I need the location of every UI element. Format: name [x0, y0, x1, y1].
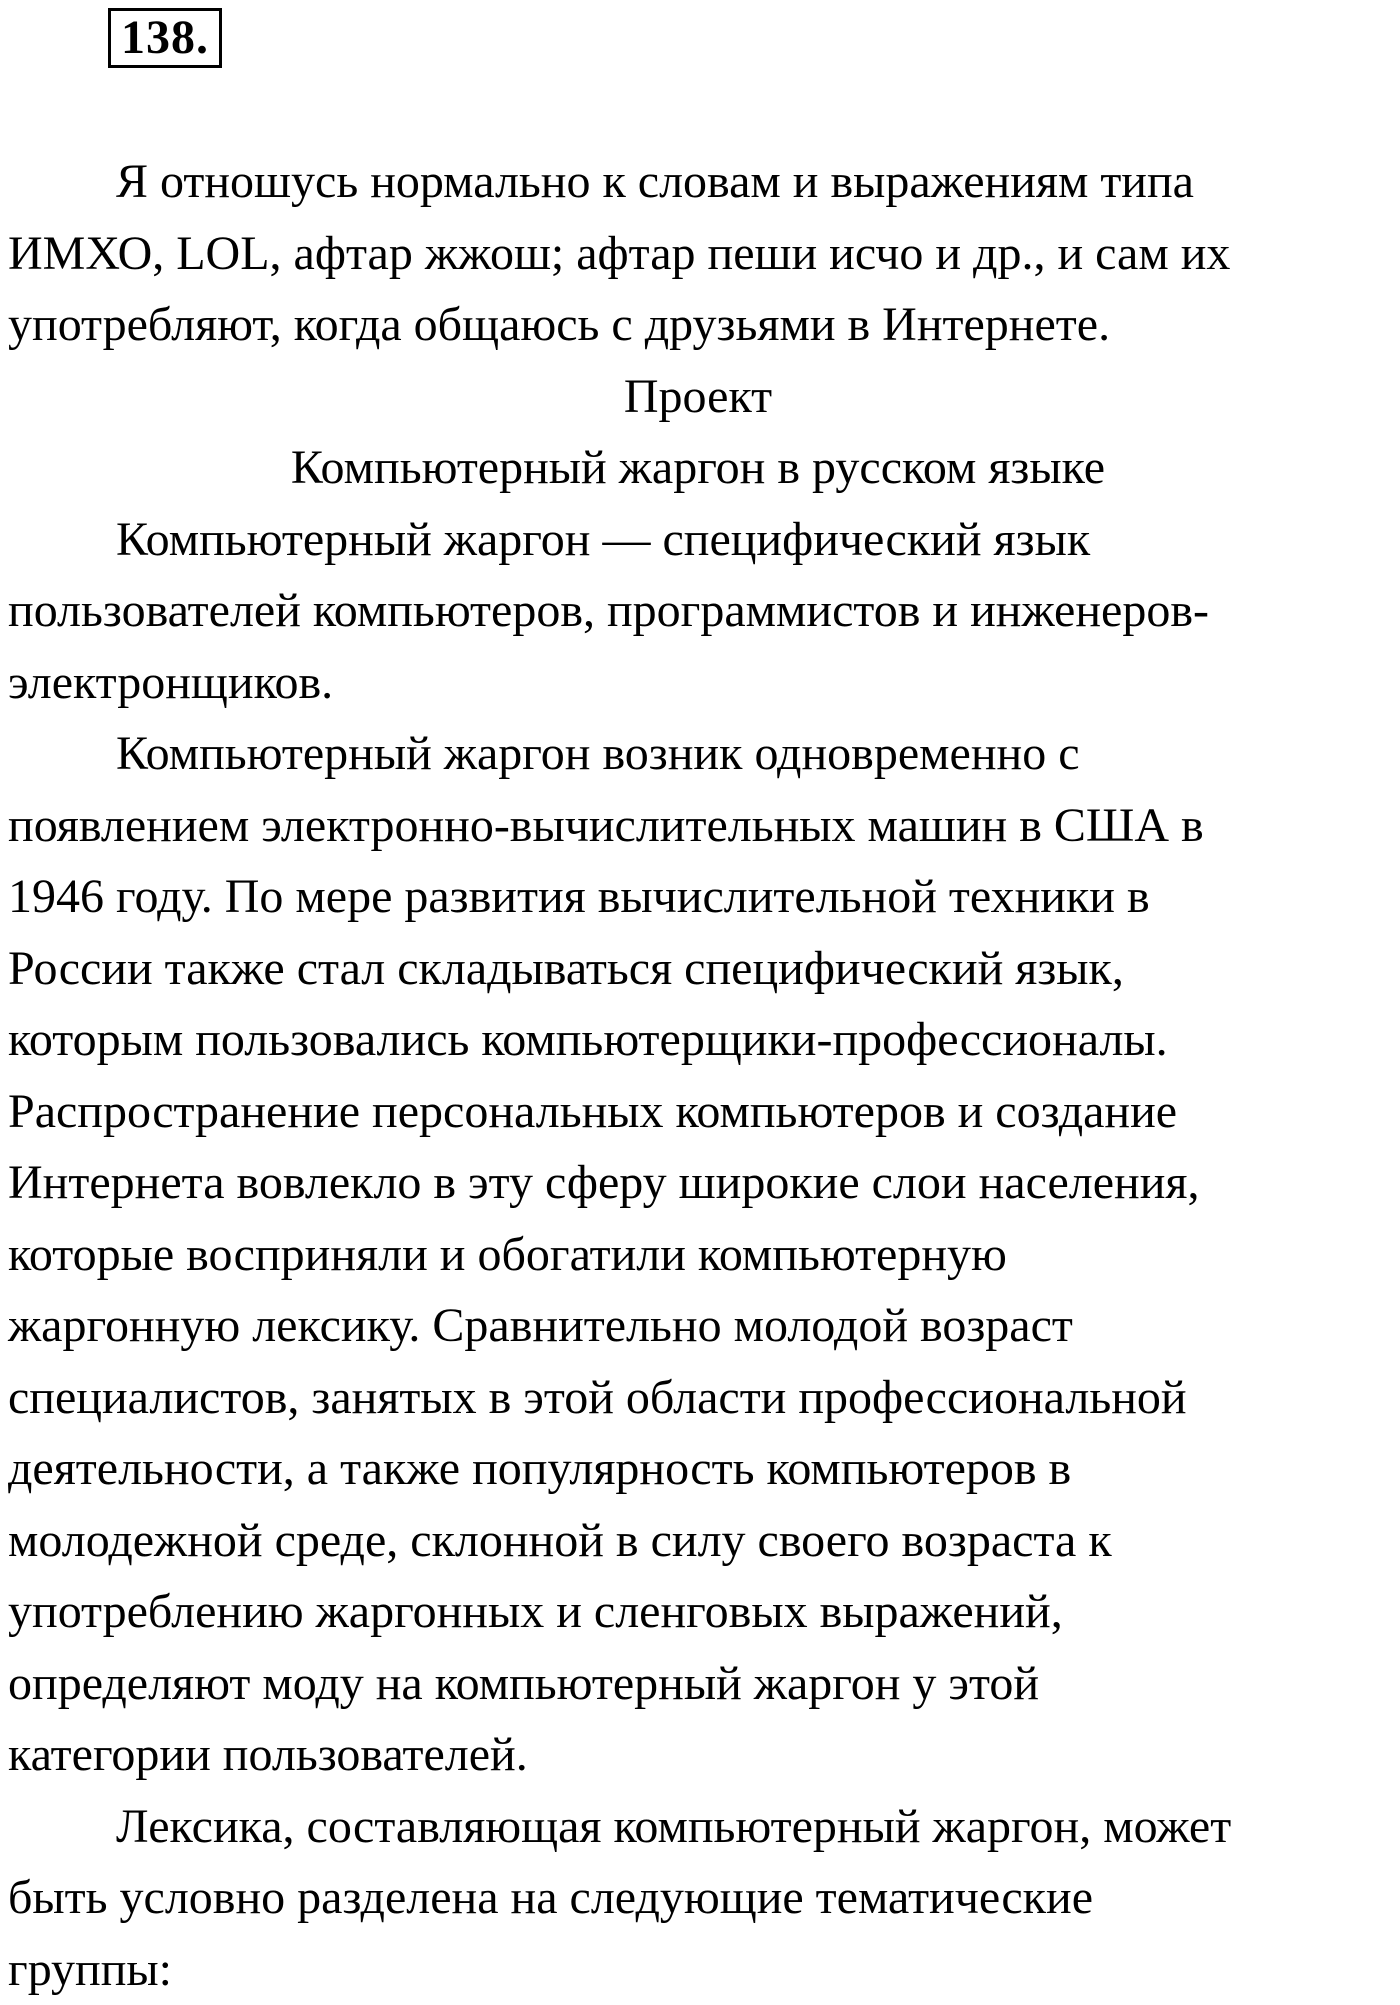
- text-line: Компьютерный жаргон — специфический язык: [8, 504, 1388, 576]
- text-line: пользователей компьютеров, программистов и инженеров-: [8, 575, 1388, 647]
- text-line: Компьютерный жаргон возник одновременно с: [8, 718, 1388, 790]
- answer-paragraph: [8, 146, 1388, 361]
- text-line: которые восприняли и обогатили компьютерную: [8, 1219, 1388, 1291]
- text-line: появлением электронно-вычислительных машин в США в: [8, 790, 1388, 862]
- paragraph-groups: [8, 1791, 1388, 2005]
- text-line: жаргонную лексику. Сравнительно молодой возраст: [8, 1290, 1388, 1362]
- text-line: употреблению жаргонных и сленговых выражений,: [8, 1576, 1388, 1648]
- text-line: электронщиков.: [8, 647, 1388, 719]
- text-line: 1946 году. По мере развития вычислительной техники в: [8, 861, 1388, 933]
- task-number-badge: 138.: [108, 8, 222, 68]
- text-line: специалистов, занятых в этой области профессиональной: [8, 1362, 1388, 1434]
- text-line: деятельности, а также популярность компьютеров в: [8, 1433, 1388, 1505]
- text-line: употребляют, когда общаюсь с друзьями в Интернете.: [8, 289, 1388, 361]
- text-line: России также стал складываться специфический язык,: [8, 933, 1388, 1005]
- text-line: быть условно разделена на следующие тематические: [8, 1862, 1388, 1934]
- project-heading: Проект: [8, 361, 1388, 433]
- text-line: группы:: [8, 1934, 1388, 2005]
- paragraph-definition: [8, 504, 1388, 719]
- text-line: Распространение персональных компьютеров и создание: [8, 1076, 1388, 1148]
- text-line: категории пользователей.: [8, 1719, 1388, 1791]
- text-line: Лексика, составляющая компьютерный жаргон, может: [8, 1791, 1388, 1863]
- text-line: Интернета вовлекло в эту сферу широкие слои населения,: [8, 1147, 1388, 1219]
- text-line: молодежной среде, склонной в силу своего возраста к: [8, 1505, 1388, 1577]
- paragraph-history: [8, 718, 1388, 1791]
- document-body: [8, 146, 1388, 2005]
- text-line: которым пользовались компьютерщики-профессионалы.: [8, 1004, 1388, 1076]
- project-title: Компьютерный жаргон в русском языке: [8, 432, 1388, 504]
- text-line: Я отношусь нормально к словам и выражениям типа: [8, 146, 1388, 218]
- text-line: ИМХО, LOL, афтар жжош; афтар пеши исчо и др., и сам их: [8, 218, 1388, 290]
- text-line: определяют моду на компьютерный жаргон у этой: [8, 1648, 1388, 1720]
